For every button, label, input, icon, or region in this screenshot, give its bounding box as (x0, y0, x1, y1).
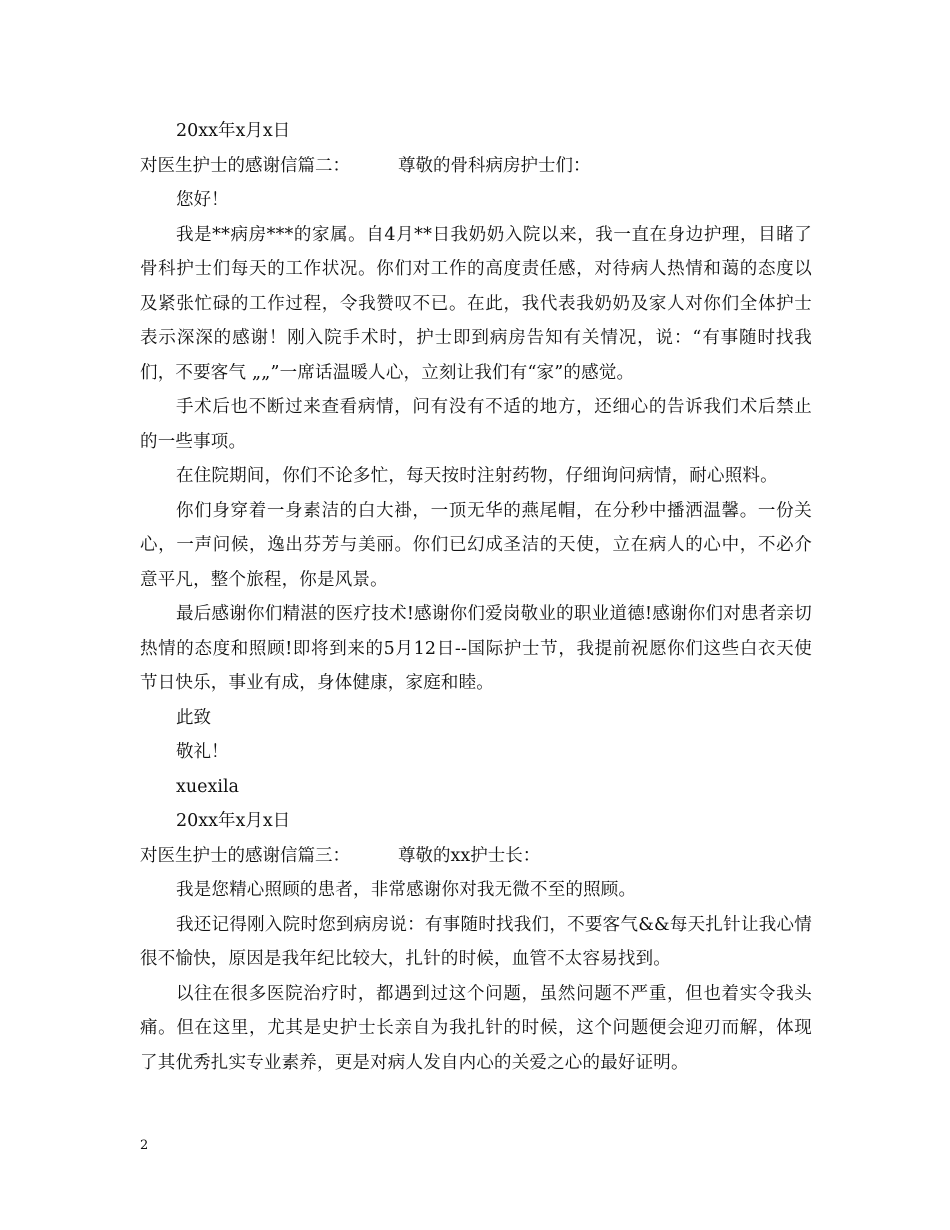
paragraph: 你们身穿着一身素洁的白大褂，一顶无华的燕尾帽，在分秒中播洒温馨。一份关心，一声问候，逸出芬芳与美丽。你们已幻成圣洁的天使，立在病人的心中，不必介意平凡，整个旅程，你是风景。 (140, 500, 812, 590)
signature: xuexila (176, 776, 239, 797)
letter-heading-3 (140, 839, 812, 874)
closing-line: 敬礼！ (176, 742, 229, 762)
paragraph: 我是您精心照顾的患者，非常感谢你对我无微不至的照顾。 (176, 880, 637, 900)
greeting: 您好！ (176, 190, 229, 210)
page-number: 2 (140, 1138, 149, 1153)
letter-salutation: 尊敬的骨科病房护士们： (398, 155, 591, 176)
letter-heading-2 (140, 149, 812, 184)
letter-title: 对医生护士的感谢信篇三： (140, 845, 350, 866)
letter-title: 对医生护士的感谢信篇二： (140, 155, 350, 176)
paragraph: 我是**病房***的家属。自4月**日我奶奶入院以来，我一直在身边护理，目睹了骨科护士们每天的工作状况。你们对工作的高度责任感，对待病人热情和蔼的态度以及紧张忙碌的工作过程，令我赞叹不已。在此，我代表我奶奶及家人对你们全体护士表示深深的感谢！刚入院手术时，护士即到病房告知有关情况，说：“有事随时找我们，不要客气 „„”一席话温暖人心，立刻让我们有“家”的感觉。 (140, 224, 812, 383)
paragraph: 手术后也不断过来查看病情，问有没有不适的地方，还细心的告诉我们术后禁止的一些事项。 (140, 397, 812, 452)
paragraph: 最后感谢你们精湛的医疗技术!感谢你们爱岗敬业的职业道德!感谢你们对患者亲切热情的态度和照顾!即将到来的5月12日--国际护士节，我提前祝愿你们这些白衣天使节日快乐，事业有成，身体健康，家庭和睦。 (140, 604, 812, 693)
date-line: 20xx年x月x日 (176, 811, 291, 831)
letter-body (140, 114, 812, 1080)
paragraph: 我还记得刚入院时您到病房说：有事随时找我们，不要客气&&每天扎针让我心情很不愉快，原因是我年纪比较大，扎针的时候，血管不太容易找到。 (140, 914, 812, 969)
letter-salutation: 尊敬的xx护士长： (398, 845, 541, 866)
date-line: 20xx年x月x日 (176, 121, 291, 141)
paragraph: 以往在很多医院治疗时，都遇到过这个问题，虽然问题不严重，但也着实令我头痛。但在这里，尤其是史护士长亲自为我扎针的时候，这个问题便会迎刃而解，体现了其优秀扎实专业素养，更是对病人发自内心的关爱之心的最好证明。 (140, 983, 812, 1073)
closing-line: 此致 (176, 707, 211, 728)
paragraph: 在住院期间，你们不论多忙，每天按时注射药物，仔细询问病情，耐心照料。 (176, 466, 778, 486)
